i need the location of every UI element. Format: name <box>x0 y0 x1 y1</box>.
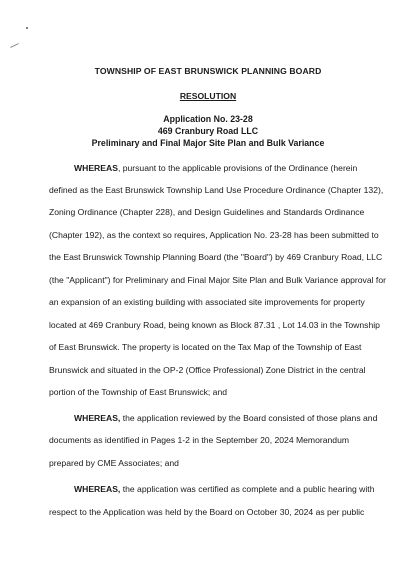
para2-line-2: documents as identified in Pages 1-2 in the September 20, 2024 Memorandum <box>49 435 350 445</box>
whereas-lead-3: WHEREAS, <box>74 484 121 494</box>
organization-heading: TOWNSHIP OF EAST BRUNSWICK PLANNING BOARD <box>94 66 322 76</box>
para2-line-1 <box>74 413 404 423</box>
para1-line-text: , pursuant to the applicable provisions of the Ordinance (herein <box>117 163 358 173</box>
para3-line-2: respect to the Application was held by the Board on October 30, 2024 as per public <box>49 507 365 517</box>
para1-line-10: Brunswick and situated in the OP-2 (Office Professional) Zone District in the central <box>49 365 366 375</box>
applicant-name: 469 Cranbury Road LLC <box>157 126 259 136</box>
application-number: Application No. 23-28 <box>163 114 253 124</box>
whereas-lead-1: WHEREAS <box>74 163 118 173</box>
para1-line-4: (Chapter 192), as the context so requires, Application No. 23-28 has been submitted to <box>49 230 379 240</box>
resolution-heading: RESOLUTION <box>179 91 237 101</box>
application-subject: Preliminary and Final Major Site Plan and Bulk Variance <box>91 138 325 148</box>
scan-speck <box>26 27 28 29</box>
para1-line-11: portion of the Township of East Brunswick; and <box>49 387 228 397</box>
para3-line-1 <box>74 484 404 494</box>
para1-line-7: an expansion of an existing building with associated site improvements for property <box>49 297 365 307</box>
para1-line-1 <box>74 163 404 173</box>
para2-line-3: prepared by CME Associates; and <box>49 458 179 468</box>
whereas-lead-2: WHEREAS, <box>74 413 121 423</box>
scan-mark <box>10 43 19 48</box>
para1-line-8: located at 469 Cranbury Road, being known as Block 87.31 , Lot 14.03 in the Township <box>49 320 380 330</box>
para1-line-9: of East Brunswick. The property is located on the Tax Map of the Township of East <box>49 342 362 352</box>
para3-line-text: the application was certified as complete and a public hearing with <box>120 484 375 494</box>
para1-line-5: the East Brunswick Township Planning Board (the "Board") by 469 Cranbury Road, LLC <box>49 252 383 262</box>
para1-line-3: Zoning Ordinance (Chapter 228), and Design Guidelines and Standards Ordinance <box>49 207 365 217</box>
para2-line-text: the application reviewed by the Board consisted of those plans and <box>120 413 378 423</box>
para1-line-6: (the "Applicant") for Preliminary and Final Major Site Plan and Bulk Variance approval for <box>49 275 386 285</box>
para1-line-2: defined as the East Brunswick Township Land Use Procedure Ordinance (Chapter 132), <box>49 185 384 195</box>
